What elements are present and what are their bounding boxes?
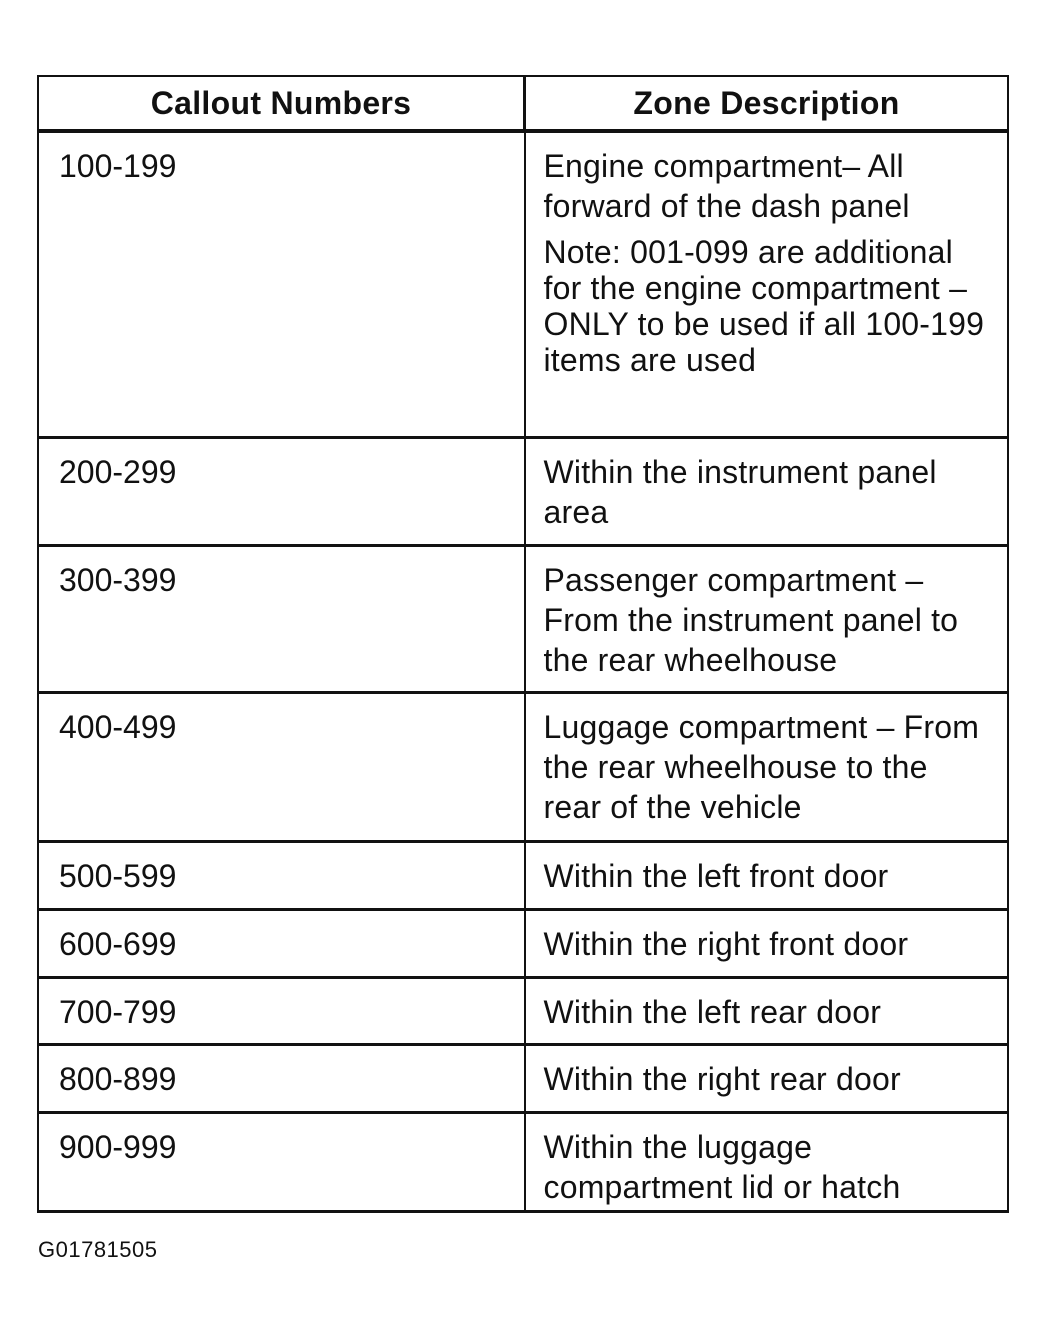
zone-description-text: Passenger compartment – From the instrument panel to the rear wheelhouse (543, 561, 959, 678)
zone-description-text: Within the right front door (543, 925, 909, 962)
figure-id-label: G01781505 (38, 1237, 158, 1262)
table-row (38, 692, 1008, 841)
table-row (38, 545, 1008, 692)
callout-range-cell: 300-399 (38, 545, 525, 692)
zone-description-text: Within the instrument panel area (543, 453, 937, 530)
zone-description-text: Within the left front door (543, 857, 889, 894)
zone-description-header: Zone Description (525, 76, 1009, 131)
zone-description-cell (525, 1112, 1009, 1211)
callout-range-cell: 600-699 (38, 909, 525, 977)
zone-description-cell (525, 909, 1009, 977)
callout-numbers-header: Callout Numbers (38, 76, 525, 131)
zone-description-text: Within the luggage compartment lid or hatch (543, 1128, 901, 1205)
zone-description-cell (525, 841, 1009, 909)
table-row (38, 909, 1008, 977)
callout-range-cell: 800-899 (38, 1044, 525, 1112)
zone-description-cell (525, 131, 1009, 437)
table-row (38, 1112, 1008, 1211)
table-row (38, 437, 1008, 545)
zone-description-cell (525, 545, 1009, 692)
callout-range-cell: 700-799 (38, 977, 525, 1044)
table-row (38, 1044, 1008, 1112)
zone-description-text: Engine compartment– All forward of the dash panel (543, 148, 910, 224)
zone-description-cell (525, 977, 1009, 1044)
table-header (38, 76, 1008, 131)
zone-note-text: Note: 001-099 are additional for the engine compartment – ONLY to be used if all 100-199 items are used (543, 234, 985, 378)
zone-description-cell (525, 437, 1009, 545)
callout-zone-table (37, 75, 1009, 1213)
zone-description-text: Luggage compartment – From the rear wheelhouse to the rear of the vehicle (543, 708, 980, 825)
zone-description-cell (525, 692, 1009, 841)
header-row (38, 76, 1008, 131)
callout-range-cell: 200-299 (38, 437, 525, 545)
callout-range-cell: 900-999 (38, 1112, 525, 1211)
zone-description-text: Within the right rear door (543, 1060, 901, 1097)
callout-range-cell: 500-599 (38, 841, 525, 909)
table-row (38, 841, 1008, 909)
zone-description-text: Within the left rear door (543, 993, 882, 1030)
callout-range-cell: 400-499 (38, 692, 525, 841)
zone-description-cell (525, 1044, 1009, 1112)
table-body (38, 131, 1008, 1211)
table-row (38, 977, 1008, 1044)
callout-range-cell: 100-199 (38, 131, 525, 437)
table-row (38, 131, 1008, 437)
